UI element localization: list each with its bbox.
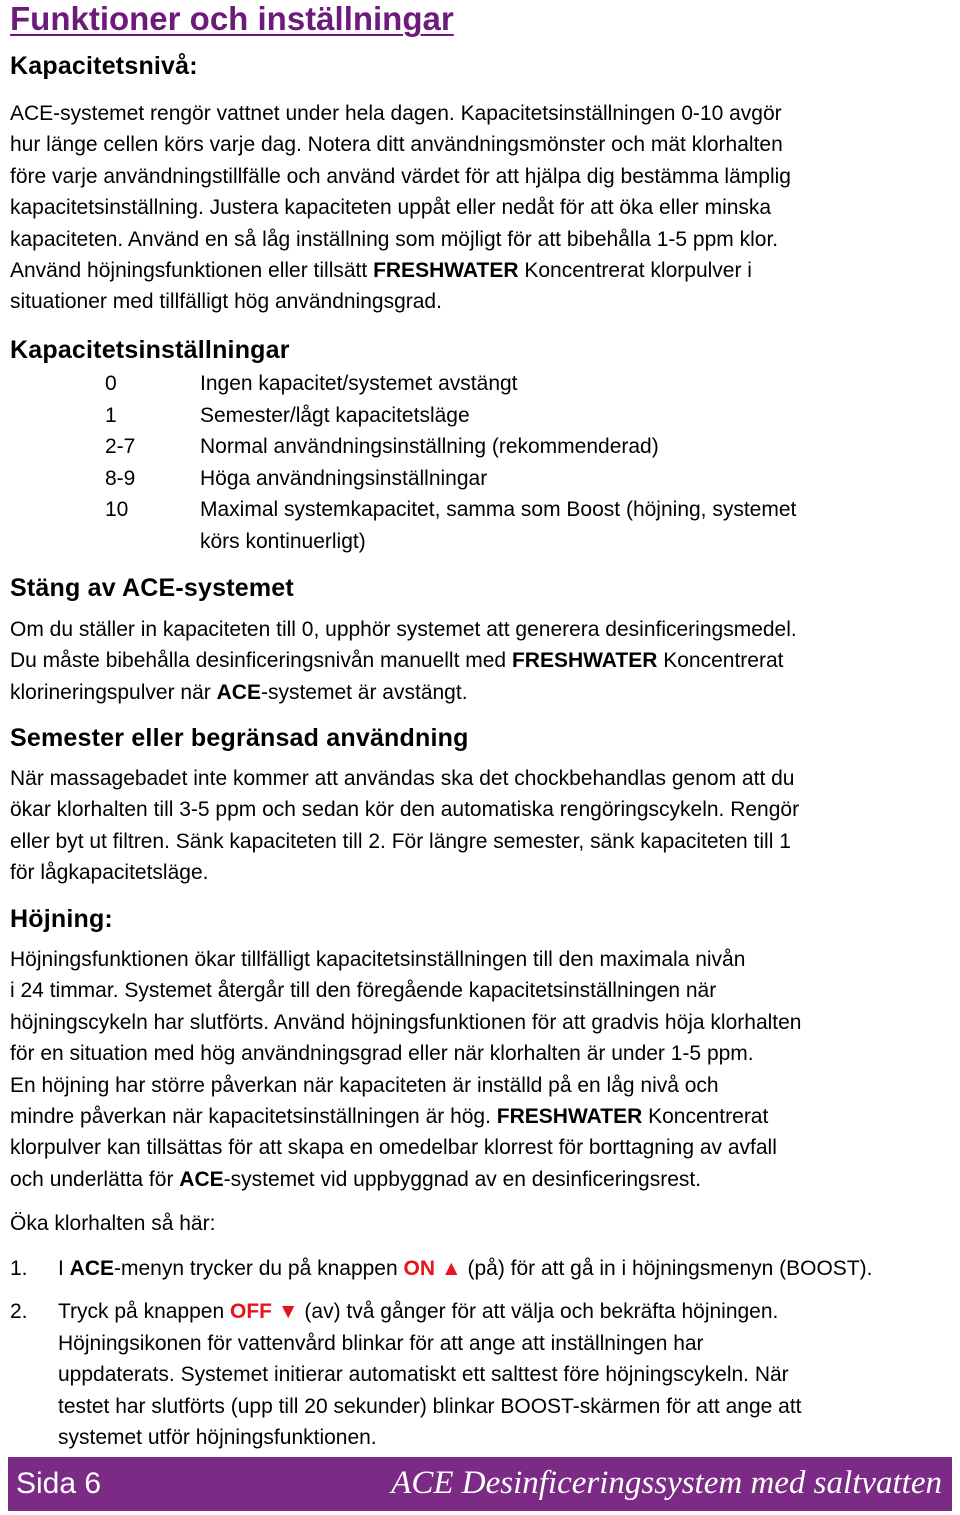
desc-line: körs kontinuerligt)	[200, 529, 366, 553]
text-segment: I	[58, 1257, 70, 1280]
capacity-level-value: 1	[105, 403, 117, 427]
text-segment: Koncentrerat klorpulver i	[518, 259, 752, 283]
capacity-row	[105, 431, 925, 463]
paragraph-line	[10, 255, 955, 286]
capacity-row	[105, 494, 925, 557]
desc-line: Maximal systemkapacitet, samma som Boost (höjning, systemet	[200, 498, 797, 521]
boost-heading: Höjning:	[10, 905, 113, 933]
capacity-level-desc	[200, 463, 925, 495]
capacity-level-desc	[200, 368, 925, 400]
capacity-level-desc	[200, 431, 925, 463]
text-segment: Använd höjningsfunktionen eller tillsätt	[10, 259, 374, 283]
capacity-settings-heading: Kapacitetsinställningar	[10, 336, 290, 364]
list-item	[10, 1253, 955, 1284]
step-text	[58, 1296, 802, 1453]
vacation-paragraph	[10, 763, 955, 889]
capacity-settings-table	[105, 368, 925, 557]
capacity-level-value: 2-7	[105, 435, 136, 458]
brand-ace: ACE	[216, 680, 261, 704]
capacity-level-value: 0	[105, 372, 117, 395]
desc-line: Ingen kapacitet/systemet avstängt	[200, 372, 518, 395]
step-number: 2.	[10, 1300, 28, 1324]
page-title: Funktioner och inställningar	[10, 0, 454, 37]
capacity-level-desc	[200, 400, 925, 432]
step-line: uppdaterats. Systemet initierar automatiskt ett salttest före höjningscykeln. När	[58, 1363, 789, 1387]
page-number: Sida 6	[16, 1467, 102, 1500]
shutdown-heading: Stäng av ACE-systemet	[10, 574, 294, 602]
capacity-row	[105, 368, 925, 400]
brand-freshwater: FRESHWATER	[373, 259, 519, 283]
page-footer	[8, 1457, 952, 1511]
paragraph-line: kapacitetsinställning. Justera kapaciteten uppåt eller nedåt för att öka eller minska	[10, 196, 772, 220]
paragraph-line: eller byt ut filtren. Sänk kapaciteten till 2. För längre semester, sänk kapaciteten till 1	[10, 829, 791, 853]
step-line	[58, 1253, 872, 1284]
document-title: ACE Desinficeringssystem med saltvatten	[391, 1465, 942, 1501]
text-segment: -systemet är avstängt.	[260, 680, 468, 704]
text-segment: klorineringspulver när	[10, 680, 217, 704]
shutdown-paragraph	[10, 614, 955, 708]
step-line	[58, 1296, 802, 1327]
text-segment: -systemet vid uppbyggnad av en desinficeringsrest.	[223, 1167, 702, 1191]
paragraph-line	[10, 677, 955, 708]
paragraph-line	[10, 645, 955, 676]
paragraph-line: höjningscykeln har slutförts. Använd höjningsfunktionen för att gradvis höja klorhalten	[10, 1010, 802, 1034]
text-segment: Du måste bibehålla desinficeringsnivån manuellt med	[10, 649, 512, 673]
paragraph-line: Öka klorhalten så här:	[10, 1212, 216, 1235]
text-segment: Tryck på knappen	[58, 1300, 230, 1324]
paragraph-line: klorpulver kan tillsättas för att skapa en omedelbar klorrest för borttagning av avfall	[10, 1136, 777, 1160]
desc-line: Höga användningsinställningar	[200, 466, 488, 490]
text-segment: Koncentrerat	[657, 649, 784, 673]
text-segment: (av) två gånger för att välja och bekräfta höjningen.	[298, 1300, 779, 1324]
off-down-button-label: OFF ▼	[229, 1300, 299, 1324]
text-segment: -menyn trycker du på knappen	[114, 1257, 404, 1280]
paragraph-line	[10, 1101, 955, 1132]
paragraph-line: hur länge cellen körs varje dag. Notera ditt användningsmönster och mät klorhalten	[10, 133, 783, 157]
paragraph-line: ACE-systemet rengör vattnet under hela dagen. Kapacitetsinställningen 0-10 avgör	[10, 102, 782, 125]
brand-freshwater: FRESHWATER	[511, 649, 658, 673]
paragraph-line: för en situation med hög användningsgrad eller när klorhalten är under 1-5 ppm.	[10, 1042, 754, 1066]
paragraph-line: Höjningsfunktionen ökar tillfälligt kapacitetsinställningen till den maximala nivån	[10, 948, 746, 971]
on-up-button-label: ON ▲	[403, 1257, 462, 1280]
step-line: systemet utför höjningsfunktionen.	[58, 1426, 377, 1450]
text-segment: mindre påverkan när kapacitetsinställningen är hög.	[10, 1105, 497, 1129]
increase-chlorine-label	[10, 1208, 955, 1239]
brand-freshwater: FRESHWATER	[496, 1105, 643, 1129]
step-text	[58, 1253, 872, 1284]
paragraph-line: före varje användningstillfälle och använd värdet för att hjälpa dig bestämma lämplig	[10, 164, 791, 188]
paragraph-line: ökar klorhalten till 3-5 ppm och sedan kör den automatiska rengöringscykeln. Rengör	[10, 798, 800, 822]
paragraph-line: i 24 timmar. Systemet återgår till den föregående kapacitetsinställningen när	[10, 979, 717, 1003]
brand-ace: ACE	[69, 1257, 115, 1280]
boost-steps-list	[10, 1253, 955, 1453]
capacity-level-heading: Kapacitetsnivå:	[10, 52, 198, 80]
text-segment: och underlätta för	[10, 1167, 180, 1191]
step-line: Höjningsikonen för vattenvård blinkar för att ange att inställningen har	[58, 1331, 704, 1355]
paragraph-line: Om du ställer in kapaciteten till 0, upphör systemet att generera desinficeringsmedel.	[10, 618, 797, 641]
desc-line: Normal användningsinställning (rekommenderad)	[200, 435, 659, 458]
capacity-level-desc	[200, 494, 925, 557]
capacity-level-value: 10	[105, 498, 129, 521]
list-item	[10, 1296, 955, 1453]
paragraph-line: för lågkapacitetsläge.	[10, 861, 209, 885]
desc-line: Semester/lågt kapacitetsläge	[200, 403, 470, 427]
brand-ace: ACE	[179, 1167, 224, 1191]
text-segment: (på) för att gå in i höjningsmenyn (BOOST).	[461, 1257, 873, 1280]
capacity-level-paragraph	[10, 98, 955, 318]
paragraph-line: När massagebadet inte kommer att användas ska det chockbehandlas genom att du	[10, 767, 795, 790]
paragraph-line: En höjning har större påverkan när kapaciteten är inställd på en låg nivå och	[10, 1073, 719, 1097]
step-line: testet har slutförts (upp till 20 sekunder) blinkar BOOST-skärmen för att ange att	[58, 1394, 802, 1418]
text-segment: Koncentrerat	[642, 1105, 769, 1129]
paragraph-line: situationer med tillfälligt hög användningsgrad.	[10, 290, 442, 314]
paragraph-line: kapaciteten. Använd en så låg inställning som möjligt för att bibehålla 1-5 ppm klor.	[10, 227, 779, 251]
vacation-heading: Semester eller begränsad användning	[10, 724, 469, 752]
step-number: 1.	[10, 1257, 28, 1280]
paragraph-line	[10, 1164, 955, 1195]
boost-paragraph	[10, 944, 955, 1195]
capacity-row	[105, 400, 925, 432]
capacity-row	[105, 463, 925, 495]
capacity-level-value: 8-9	[105, 466, 136, 490]
